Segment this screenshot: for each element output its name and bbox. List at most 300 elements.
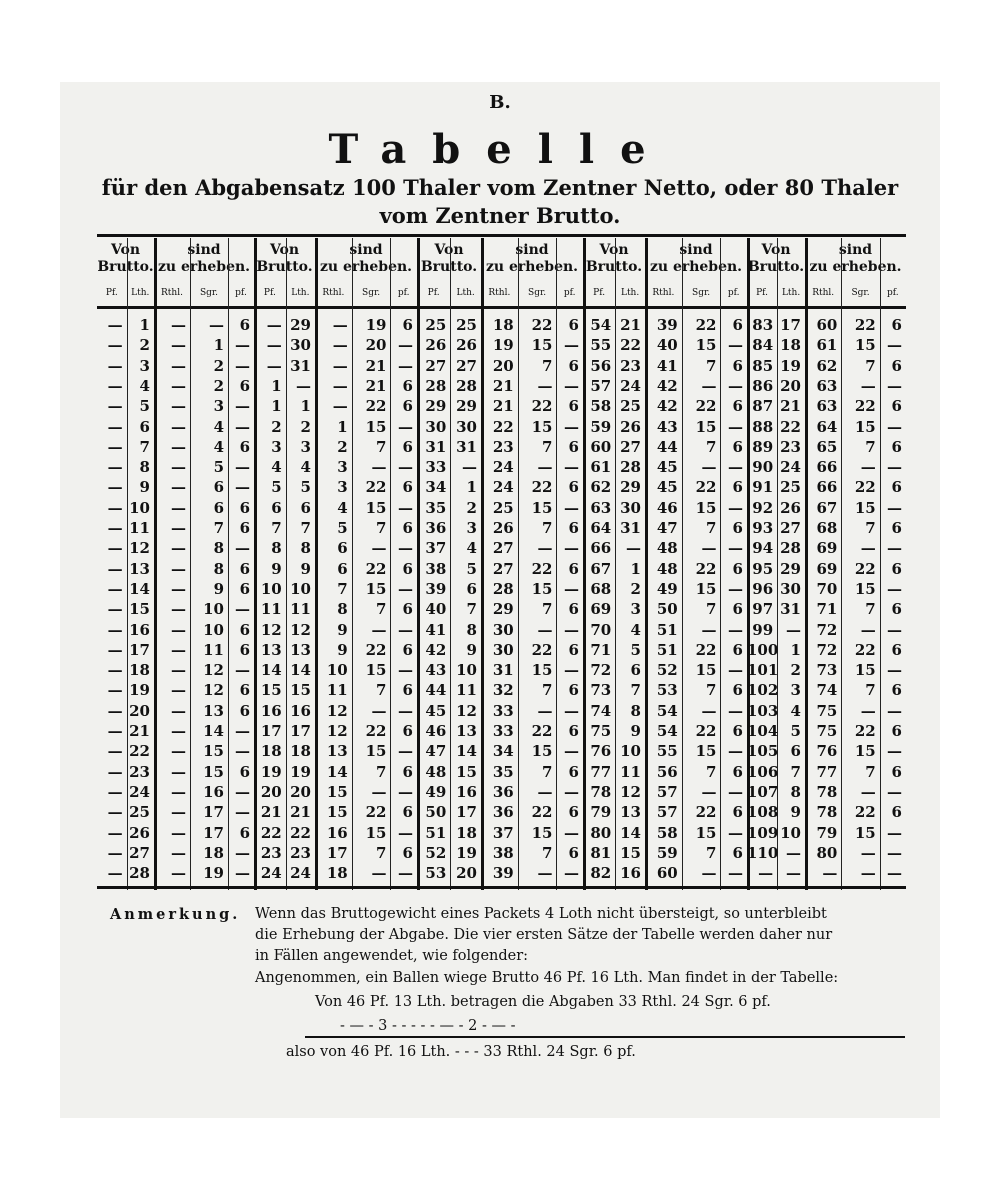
table-cell: 26 xyxy=(492,519,514,537)
table-cell: — xyxy=(107,458,123,477)
table-cell: 46 xyxy=(425,722,447,740)
table-cell: 6 xyxy=(402,843,413,862)
table-cell: 57 xyxy=(656,782,678,801)
table-cell: 24 xyxy=(620,376,641,395)
table-cell: 14 xyxy=(326,762,348,781)
table-cell: 7 xyxy=(865,356,876,375)
table-cell: 78 xyxy=(816,782,838,801)
table-cell: 72 xyxy=(816,640,838,659)
table-cell: — xyxy=(727,864,743,883)
table-cell: — xyxy=(860,701,876,720)
table-cell: — xyxy=(727,579,743,598)
table-cell: 66 xyxy=(816,478,838,497)
table-cell: 30 xyxy=(290,336,311,355)
table-cell: 6 xyxy=(891,640,902,659)
table-cell: 64 xyxy=(590,519,612,537)
table-cell: 79 xyxy=(590,803,612,822)
table-cell: 56 xyxy=(656,762,678,781)
table-cell: 11 xyxy=(456,681,477,700)
table-cell: 68 xyxy=(816,519,838,537)
table-cell: 5 xyxy=(466,559,477,578)
table-cell: 25 xyxy=(780,478,801,497)
table-cell: — xyxy=(727,620,743,639)
sum-rule xyxy=(305,1036,905,1038)
table-cell: — xyxy=(397,823,413,842)
page-title: Tabelle xyxy=(328,126,672,173)
table-cell: 6 xyxy=(337,559,348,578)
table-cell: 13 xyxy=(129,559,150,578)
table-cell: 15 xyxy=(854,661,876,680)
table-cell: 15 xyxy=(854,336,876,355)
table-cell: 46 xyxy=(656,498,678,517)
table-cell: 1 xyxy=(271,397,282,416)
table-cell: 6 xyxy=(402,681,413,700)
table-cell: 6 xyxy=(568,316,579,334)
table-cell: — xyxy=(209,316,224,334)
table-cell: 45 xyxy=(656,478,678,497)
table-cell: 85 xyxy=(752,356,774,375)
table-cell: — xyxy=(461,458,477,477)
table-cell: 7 xyxy=(542,356,553,375)
table-cell: 3 xyxy=(337,478,348,497)
table-cell: 9 xyxy=(337,640,348,659)
levy-header xyxy=(154,242,254,276)
table-cell: — xyxy=(332,397,348,416)
table-cell: 106 xyxy=(747,762,779,781)
table-cell: 2 xyxy=(630,579,641,598)
unit-header: Pf. xyxy=(756,288,769,298)
table-cell: 15 xyxy=(260,681,282,700)
table-cell: 21 xyxy=(365,376,387,395)
table-cell: — xyxy=(171,701,186,720)
table-cell: — xyxy=(171,803,186,822)
unit-header: Rthl. xyxy=(161,288,183,298)
table-cell: 54 xyxy=(590,316,612,334)
table-cell: 15 xyxy=(695,498,717,517)
table-cell: 8 xyxy=(139,458,150,477)
table-cell: 2 xyxy=(213,356,224,375)
table-cell: — xyxy=(371,864,387,883)
table-cell: 9 xyxy=(466,640,477,659)
table-cell: 69 xyxy=(816,559,838,578)
table-cell: 6 xyxy=(891,722,902,740)
table-cell: — xyxy=(727,742,743,761)
table-cell: 10 xyxy=(780,823,801,842)
table-cell: — xyxy=(701,864,717,883)
table-cell: 6 xyxy=(732,803,743,822)
table-cell: 15 xyxy=(531,661,553,680)
table-cell: 7 xyxy=(542,843,553,862)
table-cell: — xyxy=(860,539,876,558)
table-cell: — xyxy=(235,722,250,740)
table-cell: 17 xyxy=(129,640,150,659)
annotation-line: Wenn das Bruttogewicht eines Packets 4 Loth nicht übersteigt, so unterbleibt xyxy=(255,906,827,922)
table-cell: — xyxy=(107,823,123,842)
table-cell: 2 xyxy=(337,437,348,456)
table-cell: 29 xyxy=(425,397,447,416)
table-cell: 22 xyxy=(780,417,801,436)
table-cell: 17 xyxy=(203,803,224,822)
table-cell: 22 xyxy=(854,803,876,822)
table-cell: 9 xyxy=(139,478,150,497)
table-cell: 6 xyxy=(239,316,250,334)
table-cell: 58 xyxy=(590,397,612,416)
unit-header: Pf. xyxy=(427,288,440,298)
table-cell: 30 xyxy=(492,640,514,659)
table-cell: 19 xyxy=(129,681,150,700)
table-cell: 22 xyxy=(695,640,717,659)
table-cell: 18 xyxy=(780,336,801,355)
table-cell: 91 xyxy=(752,478,774,497)
table-cell: 45 xyxy=(656,458,678,477)
table-cell: 6 xyxy=(732,519,743,537)
table-cell: — xyxy=(235,356,250,375)
table-cell: 6 xyxy=(239,681,250,700)
table-cell: 51 xyxy=(656,620,678,639)
table-cell: 2 xyxy=(139,336,150,355)
header-word: Von xyxy=(269,242,300,258)
table-cell: — xyxy=(107,722,123,740)
table-cell: — xyxy=(397,742,413,761)
table-cell: — xyxy=(332,316,348,334)
table-cell: 7 xyxy=(706,762,717,781)
table-cell: 7 xyxy=(271,519,282,537)
table-cell: 23 xyxy=(492,437,514,456)
table-cell: 6 xyxy=(402,437,413,456)
table-cell: 16 xyxy=(456,782,477,801)
table-cell: 19 xyxy=(456,843,477,862)
table-cell: — xyxy=(107,498,123,517)
table-cell: 71 xyxy=(816,600,838,619)
table-cell: 21 xyxy=(492,397,514,416)
table-cell: 20 xyxy=(492,356,514,375)
table-cell: 34 xyxy=(492,742,514,761)
rule-bottom xyxy=(97,886,906,889)
table-cell: 4 xyxy=(790,701,801,720)
table-cell: — xyxy=(371,458,387,477)
table-cell: 5 xyxy=(337,519,348,537)
table-cell: 63 xyxy=(816,397,838,416)
table-cell: 15 xyxy=(531,498,553,517)
table-cell: 18 xyxy=(290,742,311,761)
unit-header: pf. xyxy=(563,288,576,298)
table-cell: 31 xyxy=(425,437,447,456)
table-cell: 63 xyxy=(816,376,838,395)
table-cell: — xyxy=(235,661,250,680)
table-cell: 6 xyxy=(891,397,902,416)
table-cell: — xyxy=(886,620,902,639)
unit-header: pf. xyxy=(887,288,899,298)
table-cell: 101 xyxy=(747,661,779,680)
table-cell: 6 xyxy=(891,316,902,334)
table-cell: 6 xyxy=(239,762,250,781)
table-cell: — xyxy=(860,620,876,639)
table-cell: 7 xyxy=(376,600,387,619)
table-cell: 90 xyxy=(752,458,774,477)
example-result: also von 46 Pf. 16 Lth. - - - 33 Rthl. 24 Sgr. 6 pf. xyxy=(286,1044,636,1060)
rule-top xyxy=(97,234,906,237)
table-cell: 13 xyxy=(326,742,348,761)
table-cell: 15 xyxy=(695,661,717,680)
table-cell: 68 xyxy=(590,579,612,598)
table-cell: 11 xyxy=(326,681,348,700)
table-cell: 60 xyxy=(816,316,838,334)
table-cell: — xyxy=(397,579,413,598)
table-cell: 72 xyxy=(590,661,612,680)
table-cell: 6 xyxy=(402,519,413,537)
annotation-heading: Anmerkung. xyxy=(110,906,241,923)
table-cell: 55 xyxy=(590,336,612,355)
table-cell: — xyxy=(886,579,902,598)
table-cell: 26 xyxy=(456,336,477,355)
table-cell: 6 xyxy=(891,600,902,619)
table-cell: 17 xyxy=(260,722,282,740)
table-cell: 103 xyxy=(747,701,779,720)
table-cell: 15 xyxy=(854,823,876,842)
table-cell: 35 xyxy=(425,498,447,517)
table-cell: 76 xyxy=(816,742,838,761)
table-cell: — xyxy=(563,782,579,801)
table-cell: 28 xyxy=(620,458,641,477)
table-cell: 6 xyxy=(568,722,579,740)
table-cell: 82 xyxy=(590,864,612,883)
table-cell: — xyxy=(563,417,579,436)
unit-header: Sgr. xyxy=(851,288,870,298)
table-cell: 19 xyxy=(780,356,801,375)
table-cell: — xyxy=(625,539,641,558)
table-cell: 21 xyxy=(129,722,150,740)
table-cell: 27 xyxy=(492,539,514,558)
table-cell: — xyxy=(107,742,123,761)
table-cell: 22 xyxy=(695,397,717,416)
header-word: sind xyxy=(838,242,873,258)
table-cell: 10 xyxy=(456,661,477,680)
table-cell: 6 xyxy=(732,843,743,862)
table-cell: 70 xyxy=(816,579,838,598)
table-cell: 79 xyxy=(816,823,838,842)
table-cell: 22 xyxy=(365,559,387,578)
header-word: sind xyxy=(349,242,383,258)
table-cell: — xyxy=(563,498,579,517)
document-page xyxy=(60,82,940,1118)
table-cell: — xyxy=(295,376,311,395)
table-cell: 22 xyxy=(531,640,553,659)
table-cell: 7 xyxy=(542,600,553,619)
table-cell: 7 xyxy=(706,843,717,862)
table-cell: 13 xyxy=(290,640,311,659)
table-cell: 80 xyxy=(816,843,838,862)
table-cell: 50 xyxy=(425,803,447,822)
table-cell: 4 xyxy=(213,417,224,436)
table-cell: 47 xyxy=(656,519,678,537)
table-cell: 31 xyxy=(780,600,801,619)
table-cell: 28 xyxy=(456,376,477,395)
unit-header: Lth. xyxy=(291,288,310,298)
table-cell: — xyxy=(727,417,743,436)
table-cell: 60 xyxy=(590,437,612,456)
table-cell: — xyxy=(107,579,123,598)
table-cell: — xyxy=(860,843,876,862)
table-cell: 56 xyxy=(590,356,612,375)
table-cell: 23 xyxy=(129,762,150,781)
header-word: Brutto. xyxy=(256,259,313,275)
table-cell: 6 xyxy=(337,539,348,558)
table-cell: 24 xyxy=(780,458,801,477)
table-cell: 24 xyxy=(290,864,311,883)
table-cell: 9 xyxy=(630,722,641,740)
table-cell: 61 xyxy=(590,458,612,477)
table-cell: 48 xyxy=(656,559,678,578)
table-cell: 3 xyxy=(271,437,282,456)
header-word: sind xyxy=(515,242,549,258)
table-cell: 7 xyxy=(706,356,717,375)
table-cell: 22 xyxy=(365,803,387,822)
table-cell: 22 xyxy=(365,397,387,416)
table-cell: 3 xyxy=(139,356,150,375)
table-cell: 21 xyxy=(365,356,387,375)
table-cell: 38 xyxy=(492,843,514,862)
table-cell: 7 xyxy=(706,600,717,619)
table-cell: 28 xyxy=(780,539,801,558)
table-cell: 11 xyxy=(129,519,150,537)
unit-header: Sgr. xyxy=(362,288,381,298)
table-cell: 1 xyxy=(271,376,282,395)
table-cell: — xyxy=(171,417,186,436)
table-cell: 22 xyxy=(854,559,876,578)
table-cell: 8 xyxy=(337,600,348,619)
table-cell: — xyxy=(537,701,553,720)
table-cell: — xyxy=(107,661,123,680)
table-cell: 22 xyxy=(365,478,387,497)
table-cell: 20 xyxy=(365,336,387,355)
table-cell: 36 xyxy=(492,803,514,822)
table-cell: 20 xyxy=(290,782,311,801)
table-cell: 6 xyxy=(891,762,902,781)
table-cell: — xyxy=(171,316,186,334)
table-cell: 110 xyxy=(747,843,779,862)
table-cell: 15 xyxy=(365,498,387,517)
table-cell: — xyxy=(107,478,123,497)
table-cell: 27 xyxy=(129,843,150,862)
table-cell: 22 xyxy=(695,316,717,334)
table-cell: 15 xyxy=(456,762,477,781)
table-cell: 3 xyxy=(337,458,348,477)
table-cell: — xyxy=(727,336,743,355)
table-cell: 22 xyxy=(290,823,311,842)
table-cell: 3 xyxy=(300,437,311,456)
table-cell: 28 xyxy=(129,864,150,883)
table-cell: 77 xyxy=(816,762,838,781)
table-cell: 7 xyxy=(865,519,876,537)
table-cell: — xyxy=(171,782,186,801)
table-cell: 89 xyxy=(752,437,774,456)
table-cell: 16 xyxy=(620,864,641,883)
table-cell: 6 xyxy=(732,640,743,659)
table-cell: 15 xyxy=(203,742,224,761)
table-cell: 6 xyxy=(891,559,902,578)
table-cell: 12 xyxy=(290,620,311,639)
table-cell: 31 xyxy=(620,519,641,537)
table-cell: — xyxy=(397,782,413,801)
table-cell: 49 xyxy=(425,782,447,801)
table-cell: 9 xyxy=(790,803,801,822)
table-cell: — xyxy=(701,458,717,477)
table-cell: 53 xyxy=(656,681,678,700)
table-cell: 4 xyxy=(139,376,150,395)
table-cell: — xyxy=(235,478,250,497)
table-cell: 58 xyxy=(656,823,678,842)
table-cell: 22 xyxy=(854,478,876,497)
table-cell: 27 xyxy=(425,356,447,375)
table-cell: 109 xyxy=(747,823,779,842)
table-cell: — xyxy=(397,417,413,436)
table-cell: 6 xyxy=(790,742,801,761)
header-word: Brutto. xyxy=(585,259,643,275)
table-cell: 1 xyxy=(213,336,224,355)
table-cell: — xyxy=(235,417,250,436)
table-cell: 18 xyxy=(456,823,477,842)
unit-header: Sgr. xyxy=(692,288,711,298)
table-cell: 30 xyxy=(780,579,801,598)
table-cell: 15 xyxy=(531,823,553,842)
table-cell: 30 xyxy=(492,620,514,639)
table-cell: 25 xyxy=(620,397,641,416)
table-cell: — xyxy=(886,458,902,477)
table-cell: 81 xyxy=(590,843,612,862)
unit-header: Pf. xyxy=(593,288,606,298)
table-cell: 4 xyxy=(213,437,224,456)
table-cell: — xyxy=(371,701,387,720)
table-cell: 34 xyxy=(425,478,447,497)
table-cell: 6 xyxy=(239,437,250,456)
table-cell: 75 xyxy=(816,701,838,720)
table-cell: 25 xyxy=(492,498,514,517)
table-cell: 20 xyxy=(456,864,477,883)
table-cell: — xyxy=(107,356,123,375)
table-cell: 12 xyxy=(620,782,641,801)
table-cell: 63 xyxy=(590,498,612,517)
table-cell: — xyxy=(701,539,717,558)
table-cell: 2 xyxy=(466,498,477,517)
table-cell: 18 xyxy=(129,661,150,680)
table-cell: 25 xyxy=(456,316,477,334)
table-cell: — xyxy=(171,620,186,639)
table-cell: 41 xyxy=(656,356,678,375)
table-cell: 52 xyxy=(656,661,678,680)
table-cell: 6 xyxy=(300,498,311,517)
table-cell: 17 xyxy=(290,722,311,740)
table-cell: — xyxy=(171,376,186,395)
table-cell: 10 xyxy=(260,579,282,598)
table-cell: 1 xyxy=(337,417,348,436)
table-cell: — xyxy=(171,579,186,598)
table-cell: 7 xyxy=(790,762,801,781)
table-cell: 24 xyxy=(129,782,150,801)
table-cell: 37 xyxy=(492,823,514,842)
table-cell: 6 xyxy=(568,478,579,497)
table-cell: 15 xyxy=(365,742,387,761)
table-cell: — xyxy=(235,782,250,801)
table-cell: 31 xyxy=(290,356,311,375)
table-cell: 23 xyxy=(780,437,801,456)
table-cell: — xyxy=(886,864,902,883)
table-cell: 7 xyxy=(865,762,876,781)
table-cell: — xyxy=(171,762,186,781)
table-cell: — xyxy=(563,701,579,720)
table-cell: — xyxy=(537,458,553,477)
table-cell: 72 xyxy=(816,620,838,639)
table-cell: — xyxy=(371,620,387,639)
